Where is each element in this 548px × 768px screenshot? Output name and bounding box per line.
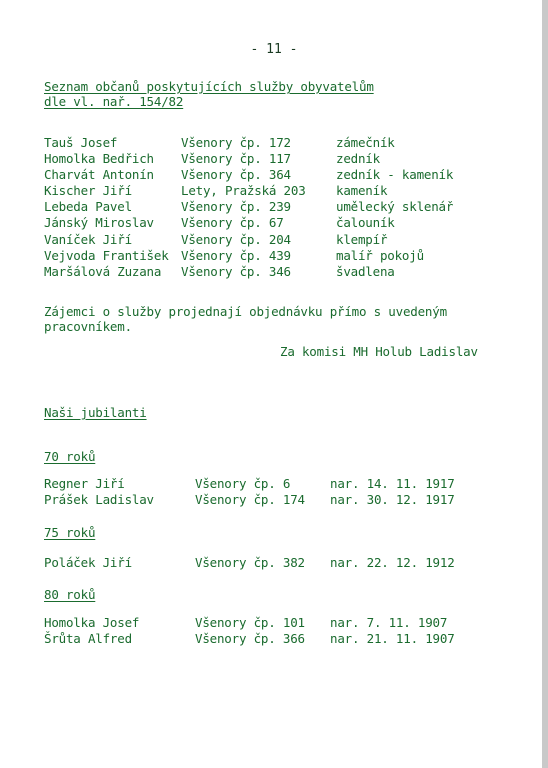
- service-trade: švadlena: [336, 264, 395, 279]
- service-address: Lety, Pražská 203: [181, 183, 306, 198]
- jubilee-address: Všenory čp. 382: [195, 555, 305, 570]
- service-trade: zedník: [336, 151, 380, 166]
- service-address: Všenory čp. 346: [181, 264, 291, 279]
- service-trade: zámečník: [336, 135, 395, 150]
- jubilee-name: Šrůta Alfred: [44, 631, 132, 646]
- service-address: Všenory čp. 439: [181, 248, 291, 263]
- services-signature: Za komisi MH Holub Ladislav: [280, 344, 478, 359]
- jubilee-birth: nar. 7. 11. 1907: [330, 615, 448, 630]
- jubilees-heading: Naši jubilanti: [44, 405, 147, 420]
- jubilee-birth: nar. 21. 11. 1907: [330, 631, 455, 646]
- service-name: Kischer Jiří: [44, 183, 132, 198]
- service-name: Jánský Miroslav: [44, 215, 154, 230]
- service-trade: čalouník: [336, 215, 395, 230]
- service-name: Vaníček Jiří: [44, 232, 132, 247]
- jubilee-address: Všenory čp. 6: [195, 476, 291, 491]
- service-name: Maršálová Zuzana: [44, 264, 162, 279]
- jubilee-birth: nar. 22. 12. 1912: [330, 555, 455, 570]
- service-name: Vejvoda František: [44, 248, 169, 263]
- jubilee-group-label: 80 roků: [44, 587, 96, 602]
- jubilee-name: Regner Jiří: [44, 476, 125, 491]
- service-address: Všenory čp. 364: [181, 167, 291, 182]
- service-trade: umělecký sklenář: [336, 199, 454, 214]
- jubilee-group-label: 70 roků: [44, 449, 96, 464]
- service-address: Všenory čp. 67: [181, 215, 284, 230]
- jubilee-address: Všenory čp. 366: [195, 631, 305, 646]
- jubilee-address: Všenory čp. 174: [195, 492, 305, 507]
- service-trade: kameník: [336, 183, 388, 198]
- jubilee-name: Prášek Ladislav: [44, 492, 154, 507]
- jubilee-group-label: 75 roků: [44, 525, 96, 540]
- service-address: Všenory čp. 239: [181, 199, 291, 214]
- service-name: Homolka Bedřich: [44, 151, 154, 166]
- scan-edge: [542, 0, 548, 768]
- jubilee-birth: nar. 30. 12. 1917: [330, 492, 455, 507]
- services-heading-line2: dle vl. nař. 154/82: [44, 94, 184, 109]
- jubilee-name: Homolka Josef: [44, 615, 140, 630]
- service-trade: klempíř: [336, 232, 388, 247]
- services-note-line2: pracovníkem.: [44, 319, 132, 334]
- service-trade: malíř pokojů: [336, 248, 424, 263]
- service-address: Všenory čp. 117: [181, 151, 291, 166]
- services-heading-line1: Seznam občanů poskytujících služby obyvatelům: [44, 79, 374, 94]
- service-name: Lebeda Pavel: [44, 199, 132, 214]
- service-address: Všenory čp. 172: [181, 135, 291, 150]
- service-trade: zedník - kameník: [336, 167, 454, 182]
- jubilee-address: Všenory čp. 101: [195, 615, 305, 630]
- jubilee-name: Poláček Jiří: [44, 555, 132, 570]
- service-name: Tauš Josef: [44, 135, 118, 150]
- page-number: - 11 -: [250, 42, 298, 57]
- jubilee-birth: nar. 14. 11. 1917: [330, 476, 455, 491]
- service-name: Charvát Antonín: [44, 167, 154, 182]
- services-note-line1: Zájemci o služby projednají objednávku přímo s uvedeným: [44, 304, 447, 319]
- service-address: Všenory čp. 204: [181, 232, 291, 247]
